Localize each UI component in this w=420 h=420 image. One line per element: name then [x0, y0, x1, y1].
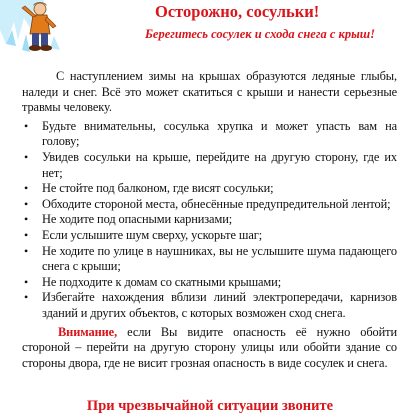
- rule-text: Увидев сосульки на крыше, перейдите на другую сторону, где их нет;: [42, 149, 397, 180]
- bullet-icon: •: [24, 118, 29, 133]
- warning-text: если Вы видите опасность её нужно обойти стороной – перейти на другую сторону улицы или обойти здание со стороны двора, где не висит грозная опасность в виде сосулек и снега.: [22, 324, 397, 370]
- bullet-icon: •: [24, 196, 29, 211]
- warning-lead: Внимание,: [58, 324, 118, 339]
- list-item: [22, 212, 397, 228]
- bullet-icon: •: [24, 243, 29, 258]
- rule-text: Не ходите по улице в наушниках, вы не услышите шума падающего снега с крыши;: [42, 243, 397, 274]
- rule-text: Не стойте под балконом, где висят сосульки;: [42, 181, 274, 196]
- rule-text: Не ходите под опасными карнизами;: [42, 212, 233, 227]
- child-boot: [29, 45, 41, 51]
- rule-text: Не подходите к домам со скатными крышами;: [42, 274, 282, 289]
- list-item: [22, 244, 397, 275]
- list-item: [22, 197, 397, 213]
- list-item: [22, 181, 397, 197]
- child-icicle-illustration: [0, 0, 80, 52]
- child-leg: [41, 33, 48, 46]
- warning-paragraph: [22, 325, 397, 372]
- safety-rules-list: [22, 119, 397, 322]
- list-item: [22, 119, 397, 150]
- rule-text: Обходите стороной места, обнесённые предупредительной лентой;: [42, 196, 391, 211]
- rule-text: Если услышите шум сверху, ускорьте шаг;: [42, 227, 263, 242]
- child-head: [34, 3, 46, 15]
- bullet-icon: •: [24, 149, 29, 164]
- rule-text: Будьте внимательны, сосулька хрупка и может упасть вам на голову;: [42, 118, 397, 149]
- list-item: [22, 228, 397, 244]
- child-boot: [40, 45, 52, 51]
- illustration-graphic: [0, 0, 80, 52]
- icicle-shape: [22, 34, 30, 52]
- bullet-icon: •: [24, 181, 29, 196]
- emergency-heading: При чрезвычайной ситуации звоните: [86, 398, 334, 414]
- list-item: [22, 290, 397, 321]
- bullet-icon: •: [24, 274, 29, 289]
- list-item: [22, 150, 397, 181]
- bullet-icon: •: [24, 227, 29, 242]
- page-subtitle: Берегитесь сосулек и схода снега с крыш!: [144, 27, 376, 41]
- page-title: Осторожно, сосульки!: [155, 2, 320, 21]
- list-item: [22, 275, 397, 291]
- document-body: [22, 69, 397, 371]
- bullet-icon: •: [24, 212, 29, 227]
- bullet-icon: •: [24, 290, 29, 305]
- child-leg: [32, 33, 39, 46]
- rule-text: Избегайте нахождения вблизи линий электропередачи, карнизов зданий и других объектов, с которых возможен сход снега.: [42, 290, 397, 320]
- intro-paragraph: С наступлением зимы на крышах образуются ледяные глыбы, наледи и снег. Всё это может скатиться с крыши и нанести серьезные травмы человеку.: [22, 69, 397, 115]
